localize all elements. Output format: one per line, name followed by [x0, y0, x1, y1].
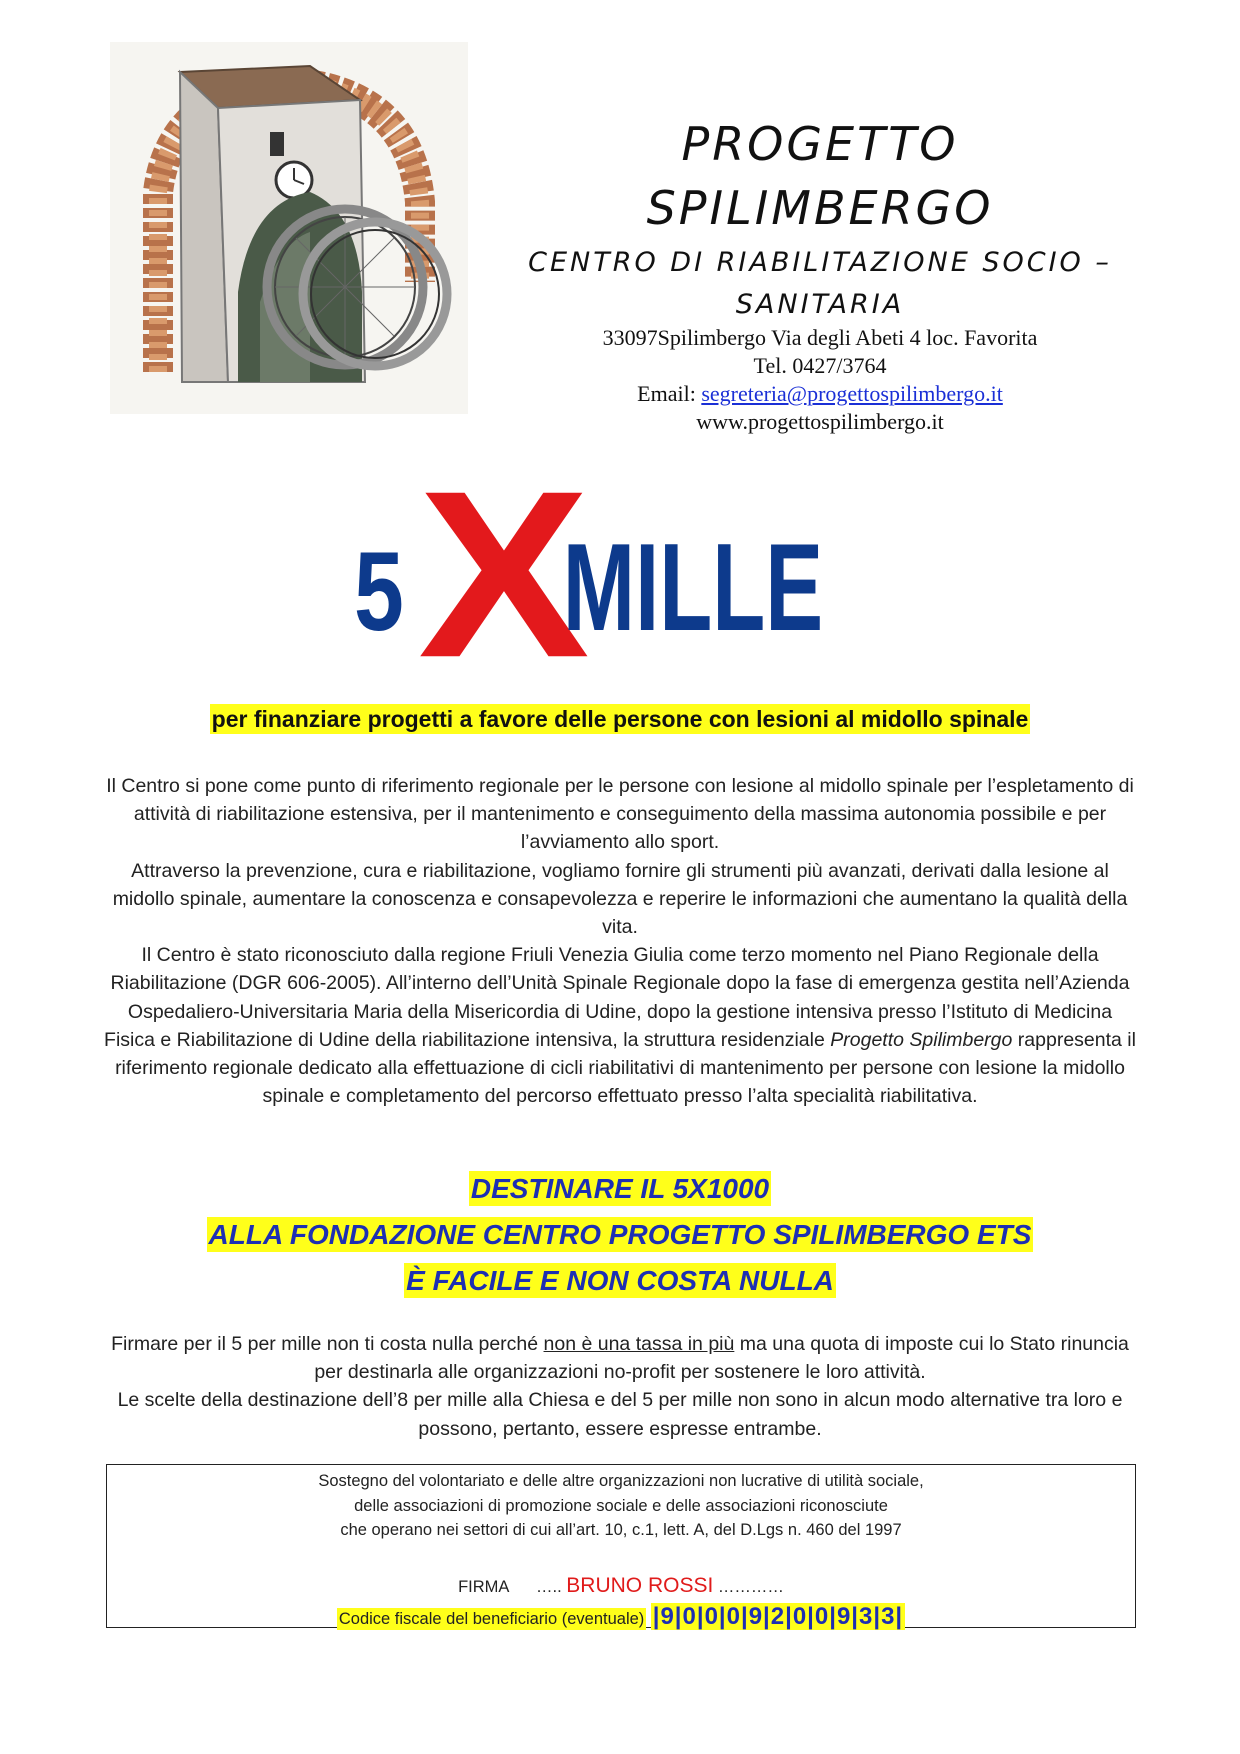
- tax-code-label: Codice fiscale del beneficiario (eventuale): [338, 1610, 645, 1628]
- cta-line3: È FACILE E NON COSTA NULLA: [406, 1265, 834, 1296]
- org-subtitle-line2: SANITARIA: [735, 289, 905, 320]
- website: www.progettospilimbergo.it: [696, 409, 944, 434]
- logo-mille: MILLE: [562, 517, 824, 657]
- cta-line1: DESTINARE IL 5X1000: [470, 1173, 770, 1204]
- email-line: [490, 380, 1150, 408]
- tower-wheels-logo: [110, 42, 468, 414]
- info-paragraph-2: Le scelte della destinazione dell’8 per mille alla Chiesa e del 5 per mille non sono in alcun modo alternative tra loro e possono, pertanto, essere espresse entrambe.: [117, 1389, 1123, 1440]
- underlined-note: non è una tassa in più: [543, 1333, 735, 1355]
- description-paragraph-2: Attraverso la prevenzione, cura e riabilitazione, vogliamo fornire gli strumenti più avanzati, derivati dalla lesione al midollo spinale, aumentare la conoscenza e consapevolezza e reperire le informazioni che aumentano la qualità della vita.: [112, 859, 1128, 939]
- signature-form-box: [106, 1464, 1136, 1628]
- logo-x-mark: X: [417, 470, 590, 680]
- description: [100, 772, 1140, 1110]
- cta-line2: ALLA FONDAZIONE CENTRO PROGETTO SPILIMBERGO ETS: [208, 1219, 1032, 1250]
- firma-label: FIRMA: [458, 1577, 509, 1596]
- form-description: Sostegno del volontariato e delle altre organizzazioni non lucrative di utilità sociale, delle associazioni di promozione sociale e delle associazioni riconosciute che operano nei settori di cui all’art. 10, c.1, lett. A, del D.Lgs n. 460 del 1997: [318, 1472, 924, 1539]
- call-to-action: [0, 1168, 1240, 1306]
- address: 33097Spilimbergo Via degli Abeti 4 loc. Favorita: [602, 325, 1038, 350]
- org-header: [490, 112, 1150, 436]
- description-paragraph-3: Il Centro è stato riconosciuto dalla regione Friuli Venezia Giulia come terzo momento nel Piano Regionale della Riabilitazione (DGR 606-2005). All’interno dell’Unità Spinale Regionale dopo la fase di emergenza gestita nell’Azienda Ospedaliero-Universitaria Maria della Misericordia di Udine, dopo la gestione intensiva presso l’Istituto di Medicina Fisica e Riabilitazione di Udine della riabilitazione intensiva, la struttura residenziale Progetto Spilimbergo rappresenta il riferimento regionale dedicato alla effettuazione di cicli riabilitativi di mantenimento per persone con lesione la midollo spinale e completamento del percorso effettuato presso l’alta specialità riabilitativa.: [104, 944, 1136, 1108]
- 5x-mille-logo: [350, 470, 910, 680]
- description-paragraph-1: Il Centro si pone come punto di riferimento regionale per le persone con lesione al midollo spinale per l’espletamento di attività di riabilitazione estensiva, per il mantenimento e conseguimento della massima autonomia possibile e per l’avviamento allo sport.: [106, 775, 1134, 854]
- org-name-line1: PROGETTO: [681, 117, 959, 171]
- org-name-line2: SPILIMBERGO: [646, 181, 994, 235]
- signer-name: BRUNO ROSSI: [566, 1573, 714, 1597]
- phone: Tel. 0427/3764: [753, 353, 887, 378]
- email-label: Email:: [637, 381, 702, 406]
- info-text: [110, 1330, 1130, 1443]
- org-subtitle-line1: CENTRO DI RIABILITAZIONE SOCIO –: [528, 247, 1112, 278]
- tax-code-row: [107, 1603, 1135, 1631]
- tax-code-value: |9|0|0|0|9|2|0|0|9|3|3|: [652, 1603, 904, 1630]
- tagline-text: per finanziare progetti a favore delle persone con lesioni al midollo spinale: [211, 706, 1029, 732]
- info-paragraph-1: Firmare per il 5 per mille non ti costa nulla perché non è una tassa in più ma una quota di imposte cui lo Stato rinuncia per destinarla alle organizzazioni no-profit per sostenere le loro attività.: [111, 1333, 1129, 1384]
- email-link[interactable]: segreteria@progettospilimbergo.it: [701, 381, 1003, 406]
- tagline: [0, 706, 1240, 733]
- signature-line: FIRMA ….. BRUNO ROSSI …………: [458, 1573, 784, 1597]
- italic-org-name: Progetto Spilimbergo: [830, 1028, 1013, 1051]
- logo-five: 5: [354, 529, 404, 655]
